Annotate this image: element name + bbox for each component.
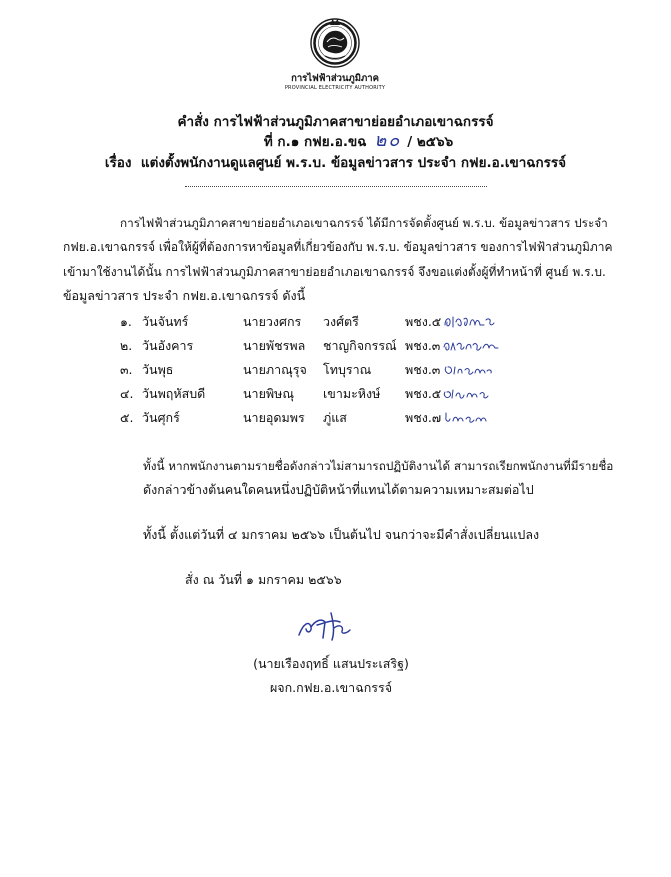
roster-signature: [442, 313, 500, 331]
roster-position: พชง.๕: [405, 386, 442, 401]
org-name-thai: การไฟฟ้าส่วนภูมิภาค: [291, 73, 379, 84]
order-reference: [30, 132, 641, 152]
roster-signature: [442, 409, 500, 427]
order-subject: [30, 153, 641, 173]
note-line: ทั้งนี้ หากพนักงานตามรายชื่อดังกล่าวไม่สามารถปฏิบัติงานได้ สามารถเรียกพนักงานที่มีรายชื่อ: [143, 459, 614, 473]
roster-day: วันพฤหัสบดี: [142, 386, 206, 401]
roster-number: ๕.: [120, 410, 134, 425]
roster-first-name: นายวงศกร: [243, 314, 302, 329]
roster-last-name: เขามะหิงษ์: [323, 386, 381, 401]
roster-signature: [442, 385, 500, 403]
roster-row: [118, 334, 500, 358]
intro-line: การไฟฟ้าส่วนภูมิภาคสาขาย่อยอำเภอเขาฉกรรจ์ ได้มีการจัดตั้งศูนย์ พ.ร.บ. ข้อมูลข่าวสาร ประจำ: [120, 216, 608, 230]
order-reference-prefix: ที่ ก.๑ กฟย.อ.ขฉ: [263, 134, 367, 150]
roster-day: วันจันทร์: [142, 314, 189, 329]
order-reference-number: ๒๐: [374, 132, 402, 151]
roster-row: [118, 382, 500, 406]
subject-label: เรื่อง: [104, 155, 132, 171]
roster-number: ๔.: [120, 386, 134, 401]
manager-signature: [294, 608, 354, 646]
note-paragraph: [143, 455, 615, 501]
roster-position: พชง.๕: [405, 314, 442, 329]
effective-date-statement: ทั้งนี้ ตั้งแต่วันที่ ๔ มกราคม ๒๕๖๖ เป็นต้นไป จนกว่าจะมีคำสั่งเปลี่ยนแปลง: [143, 527, 540, 542]
intro-paragraph: [63, 211, 616, 308]
roster-day: วันพุธ: [142, 362, 174, 377]
roster-number: ๒.: [120, 338, 133, 353]
intro-line: เข้ามาใช้งานได้นั้น การไฟฟ้าส่วนภูมิภาคสาขาย่อยอำเภอเขาฉกรรจ์ จึงขอแต่งตั้งผู้ที่ทำหน้าที่ ศูนย์ พ.ร.บ.: [63, 264, 606, 279]
intro-line: ข้อมูลข่าวสาร ประจำ กฟย.อ.เขาฉกรรจ์ ดังนี้: [63, 287, 306, 303]
roster-signature: [442, 361, 500, 379]
roster-number: ๓.: [120, 362, 133, 377]
roster-day: วันอังคาร: [142, 338, 194, 353]
roster-last-name: ชาญกิจกรรณ์: [323, 338, 397, 353]
intro-line: กฟย.อ.เขาฉกรรจ์ เพื่อให้ผู้ที่ต้องการหาข้อมูลที่เกี่ยวข้องกับ พ.ร.บ. ข้อมูลข่าวสาร ของการไฟฟ้าส่วนภูมิภาค: [63, 240, 613, 255]
subject-text: แต่งตั้งพนักงานดูแลศูนย์ พ.ร.บ. ข้อมูลข่าวสาร ประจำ กฟย.อ.เขาฉกรรจ์: [140, 155, 567, 171]
roster-position: พชง.๓: [405, 362, 441, 377]
roster-first-name: นายอุดมพร: [243, 410, 305, 425]
roster-row: [118, 358, 500, 382]
roster-last-name: ภู่แส: [323, 410, 347, 425]
roster-row: [118, 310, 500, 334]
roster-first-name: นายพัชรพล: [243, 338, 306, 353]
note-line: ดังกล่าวข้างต้นคนใดคนหนึ่งปฏิบัติหน้าที่แทนได้ตามความเหมาะสมต่อไป: [143, 482, 534, 497]
org-name-english: PROVINCIAL ELECTRICITY AUTHORITY: [284, 85, 386, 91]
roster-first-name: นายภาณุรุจ: [243, 362, 307, 377]
roster-position: พชง.๗: [405, 410, 442, 425]
roster-day: วันศุกร์: [142, 410, 180, 425]
order-title: คำสั่ง การไฟฟ้าส่วนภูมิภาคสาขาย่อยอำเภอเขาฉกรรจ์: [177, 114, 494, 130]
roster-last-name: วงศ์ตรี: [323, 314, 359, 329]
order-reference-year: / ๒๕๖๖: [407, 134, 454, 150]
signer-title: ผจก.กฟย.อ.เขาฉกรรจ์: [269, 680, 393, 695]
signer-name: (นายเรืองฤทธิ์ แสนประเสริฐ): [253, 656, 409, 671]
roster-row: [118, 406, 500, 430]
roster-first-name: นายพิษณุ: [243, 386, 294, 401]
roster-position: พชง.๓: [405, 338, 441, 353]
roster-last-name: โทบุราณ: [323, 362, 372, 377]
dotted-divider: [185, 186, 487, 187]
roster-signature: [442, 337, 500, 355]
pea-emblem-icon: [309, 16, 361, 68]
issue-date: สั่ง ณ วันที่ ๑ มกราคม ๒๕๖๖: [185, 572, 342, 587]
roster-number: ๑.: [120, 314, 132, 329]
